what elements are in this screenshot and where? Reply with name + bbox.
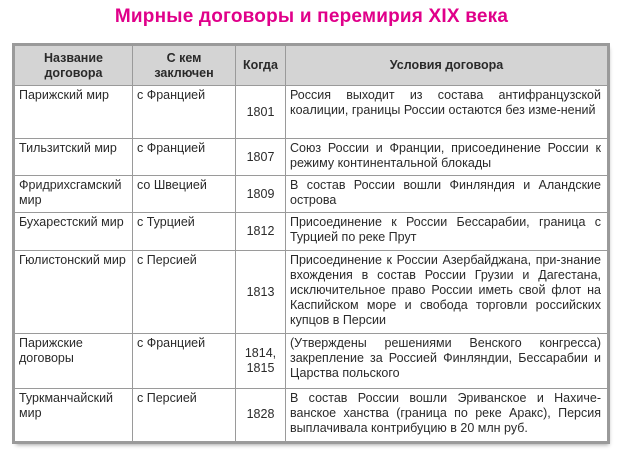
cell-name: Парижский мир bbox=[15, 86, 133, 139]
table-row bbox=[15, 139, 608, 176]
header-with: С кем заключен bbox=[133, 46, 236, 86]
cell-conditions: В состав России вошли Эриванское и Нахиче-ванское ханства (граница по реке Аракс), Персия выплачивала контрибуцию в 20 млн руб. bbox=[286, 388, 608, 441]
cell-conditions: Присоединение к России Бессарабии, граница с Турцией по реке Прут bbox=[286, 213, 608, 251]
table-row bbox=[15, 334, 608, 388]
cell-when: 1828 bbox=[236, 388, 286, 441]
cell-with: с Турцией bbox=[133, 213, 236, 251]
header-name: Название договора bbox=[15, 46, 133, 86]
cell-when: 1813 bbox=[236, 250, 286, 334]
treaties-table bbox=[14, 45, 608, 442]
cell-with: с Персией bbox=[133, 250, 236, 334]
cell-name: Фридрихсгамский мир bbox=[15, 175, 133, 213]
cell-name: Туркманчайский мир bbox=[15, 388, 133, 441]
treaties-table-container bbox=[14, 45, 607, 442]
cell-with: со Швецией bbox=[133, 175, 236, 213]
cell-conditions: Присоединение к России Азербайджана, при-знание вхождения в состав России Грузии и Дагестана, исключительное право России иметь свой флот на Каспийском море и свобода торговли российских купцов в Персии bbox=[286, 250, 608, 334]
table-row bbox=[15, 388, 608, 441]
cell-conditions: Союз России и Франции, присоединение России к режиму континентальной блокады bbox=[286, 139, 608, 176]
header-when: Когда bbox=[236, 46, 286, 86]
cell-when: 1807 bbox=[236, 139, 286, 176]
cell-conditions: Россия выходит из состава антифранцузской коалиции, границы России остаются без изме-нений bbox=[286, 86, 608, 139]
cell-with: с Францией bbox=[133, 334, 236, 388]
table-row bbox=[15, 250, 608, 334]
table-row bbox=[15, 175, 608, 213]
cell-conditions: (Утверждены решениями Венского конгресса) закрепление за Россией Финляндии, Бессарабии и Царства польского bbox=[286, 334, 608, 388]
cell-when: 1801 bbox=[236, 86, 286, 139]
cell-with: с Францией bbox=[133, 86, 236, 139]
table-row bbox=[15, 213, 608, 251]
cell-with: с Персией bbox=[133, 388, 236, 441]
table-header-row bbox=[15, 46, 608, 86]
cell-name: Гюлистонский мир bbox=[15, 250, 133, 334]
cell-with: с Францией bbox=[133, 139, 236, 176]
cell-when: 1812 bbox=[236, 213, 286, 251]
cell-name: Парижские договоры bbox=[15, 334, 133, 388]
cell-conditions: В состав России вошли Финляндия и Аландские острова bbox=[286, 175, 608, 213]
cell-name: Бухарестский мир bbox=[15, 213, 133, 251]
cell-when: 1809 bbox=[236, 175, 286, 213]
cell-when: 1814, 1815 bbox=[236, 334, 286, 388]
page-title: Мирные договоры и перемирия XIX века bbox=[114, 6, 509, 27]
header-conditions: Условия договора bbox=[286, 46, 608, 86]
cell-name: Тильзитский мир bbox=[15, 139, 133, 176]
table-row bbox=[15, 86, 608, 139]
